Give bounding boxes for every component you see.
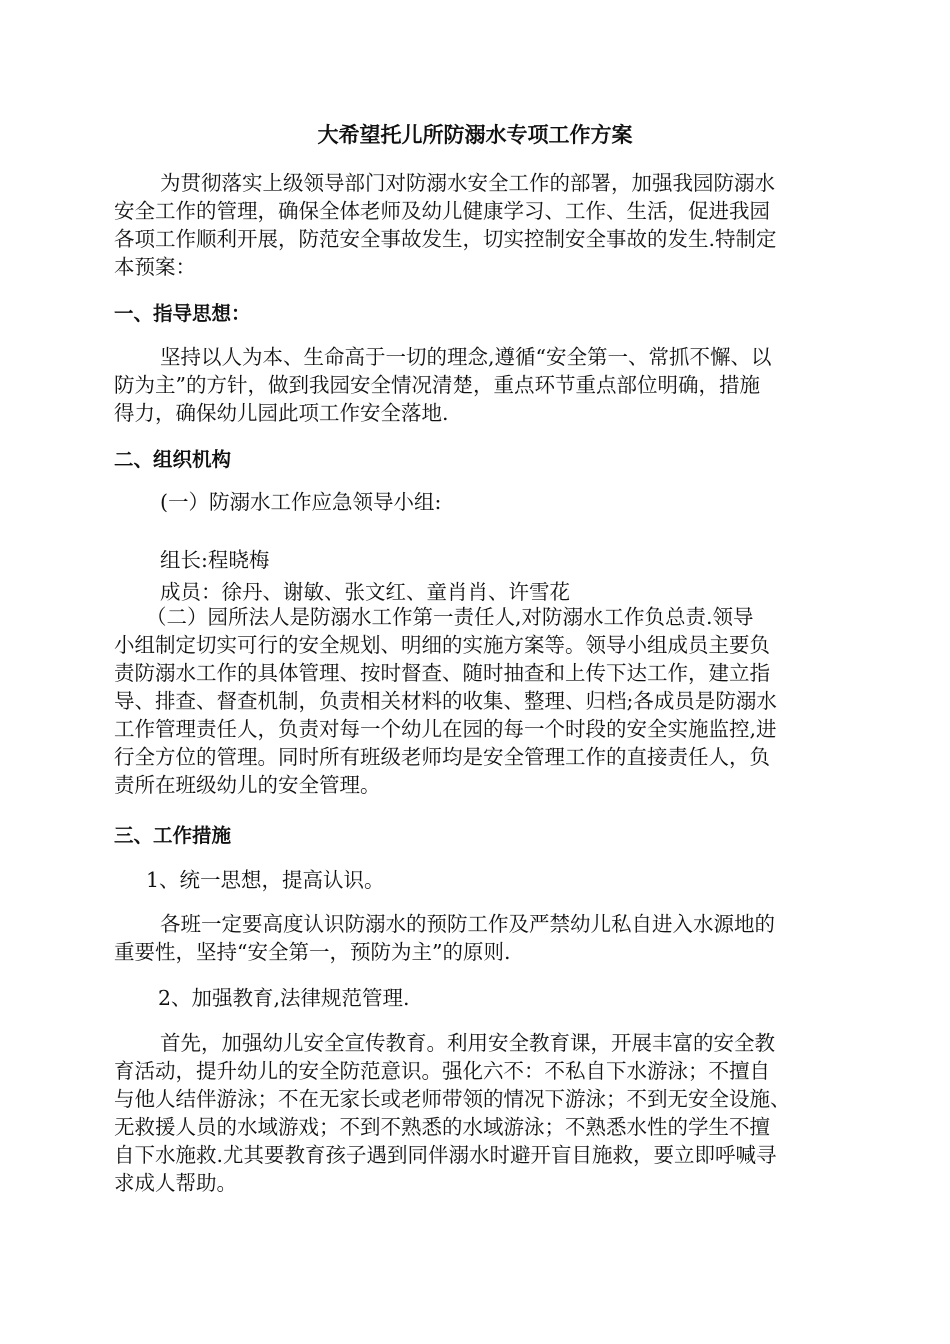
paragraph-line: 与他人结伴游泳；不在无家长或老师带领的情况下游泳；不到无安全设施、 bbox=[114, 1087, 791, 1111]
paragraph-line: 求成人帮助。 bbox=[114, 1171, 237, 1195]
paragraph-line: 防为主”的方针，做到我园安全情况清楚，重点环节重点部位明确，措施 bbox=[114, 373, 760, 397]
section-heading: 一、指导思想： bbox=[114, 302, 251, 325]
intro-line: 本预案： bbox=[114, 255, 196, 279]
section-heading: 三、工作措施 bbox=[114, 824, 232, 847]
paragraph-line: 无救援人员的水域游戏；不到不熟悉的水域游泳；不熟悉水性的学生不擅 bbox=[114, 1115, 770, 1139]
list-item: 1、统一思想，提高认识。 bbox=[146, 868, 385, 892]
intro-line: 安全工作的管理，确保全体老师及幼儿健康学习、工作、生活，促进我园 bbox=[114, 199, 770, 223]
paragraph-line: 导、排查、督查机制，负责相关材料的收集、整理、归档;各成员是防溺水 bbox=[114, 689, 777, 713]
paragraph-line: 责所在班级幼儿的安全管理。 bbox=[114, 773, 381, 797]
paragraph-line: 重要性，坚持“安全第一，预防为主”的原则. bbox=[114, 940, 511, 964]
paragraph-line: 小组制定切实可行的安全规划、明细的实施方案等。领导小组成员主要负 bbox=[114, 633, 770, 657]
paragraph-line: （二）园所法人是防溺水工作第一责任人,对防溺水工作负总责.领导 bbox=[146, 605, 754, 629]
paragraph-line: 工作管理责任人，负责对每一个幼儿在园的每一个时段的安全实施监控,进 bbox=[114, 717, 777, 741]
intro-line: 各项工作顺利开展，防范安全事故发生，切实控制安全事故的发生.特制定 bbox=[114, 227, 777, 251]
group-title: (一）防溺水工作应急领导小组: bbox=[160, 490, 442, 514]
intro-line: 为贯彻落实上级领导部门对防溺水安全工作的部署，加强我园防溺水 bbox=[160, 171, 775, 195]
list-item: 2、加强教育,法律规范管理. bbox=[158, 986, 410, 1010]
paragraph-line: 育活动，提升幼儿的安全防范意识。强化六不：不私自下水游泳；不擅自 bbox=[114, 1059, 770, 1083]
paragraph-line: 各班一定要高度认识防溺水的预防工作及严禁幼儿私自进入水源地的 bbox=[160, 912, 775, 936]
group-leader: 组长:程晓梅 bbox=[160, 548, 270, 572]
paragraph-line: 首先，加强幼儿安全宣传教育。利用安全教育课，开展丰富的安全教 bbox=[160, 1031, 775, 1055]
paragraph-line: 得力，确保幼儿园此项工作安全落地. bbox=[114, 401, 449, 425]
group-members: 成员：徐丹、谢敏、张文红、童肖肖、许雪花 bbox=[160, 580, 570, 604]
paragraph-line: 行全方位的管理。同时所有班级老师均是安全管理工作的直接责任人，负 bbox=[114, 745, 770, 769]
paragraph-line: 坚持以人为本、生命高于一切的理念,遵循“安全第一、常抓不懈、以 bbox=[160, 345, 772, 369]
paragraph-line: 责防溺水工作的具体管理、按时督查、随时抽查和上传下达工作，建立指 bbox=[114, 661, 770, 685]
section-heading: 二、组织机构 bbox=[114, 448, 232, 471]
paragraph-line: 自下水施救.尤其要教育孩子遇到同伴溺水时避开盲目施救，要立即呼喊寻 bbox=[114, 1143, 777, 1167]
document-title: 大希望托儿所防溺水专项工作方案 bbox=[317, 122, 633, 147]
